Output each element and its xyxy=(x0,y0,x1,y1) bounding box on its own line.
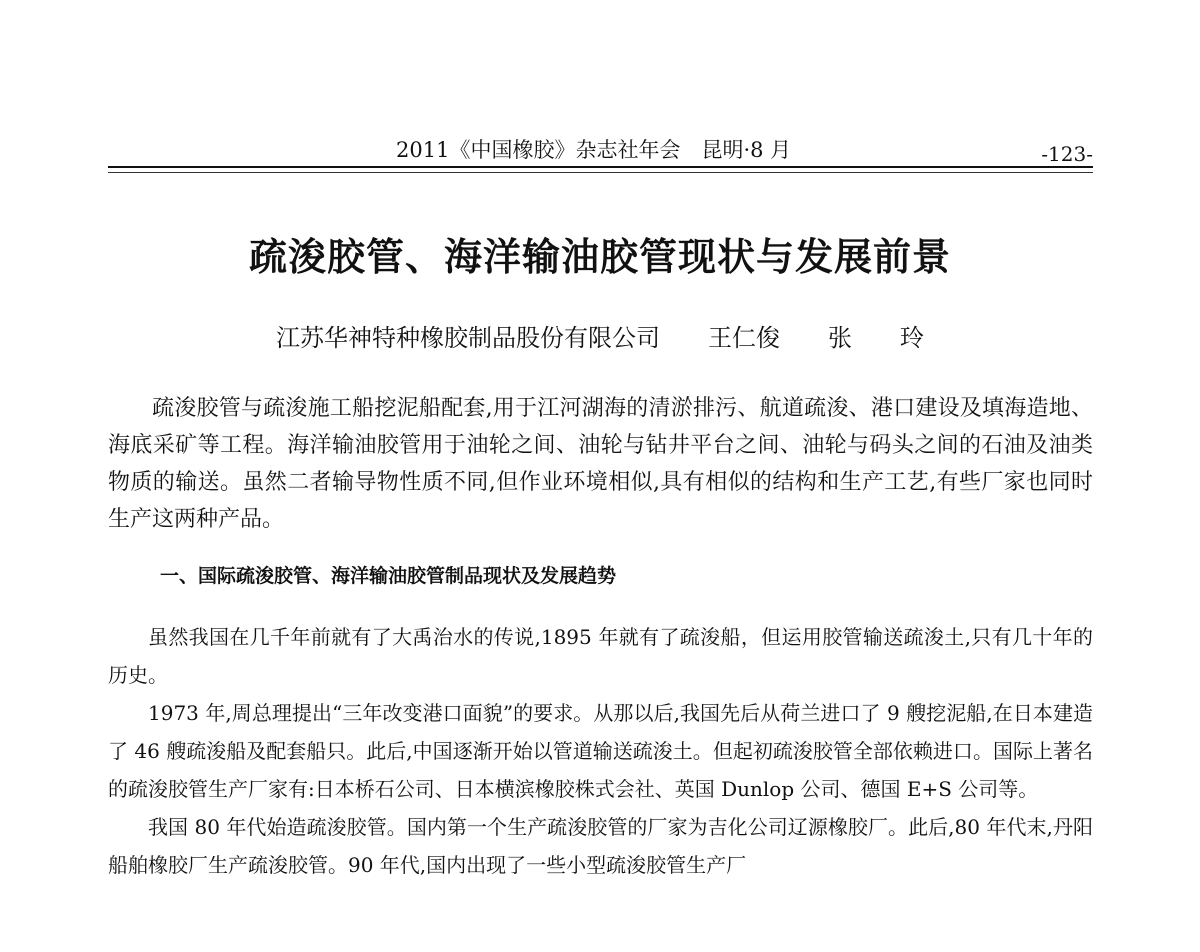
body-paragraph: 我国 80 年代始造疏浚胶管。国内第一个生产疏浚胶管的厂家为吉化公司辽源橡胶厂。此后,80 年代末,丹阳船舶橡胶厂生产疏浚胶管。90 年代,国内出现了一些小型疏浚胶管生产厂 xyxy=(108,815,1093,877)
article-body xyxy=(108,390,1093,884)
header-rule-thin xyxy=(108,172,1093,173)
body-paragraph: 1973 年,周总理提出“三年改变港口面貌”的要求。从那以后,我国先后从荷兰进口了 9 艘挖泥船,在日本建造了 46 艘疏浚船及配套船只。此后,中国逐渐开始以管道输送疏浚土。但起初疏浚胶管全部依赖进口。国际上著名的疏浚胶管生产厂家有:日本桥石公司、日本横滨橡胶株式会社、英国 Dunlop 公司、德国 E+S 公司等。 xyxy=(108,701,1093,801)
author-line: 江苏华神特种橡胶制品股份有限公司 王仁俊 张 玲 xyxy=(276,324,924,352)
page-number: -123- xyxy=(1041,142,1093,166)
header-rule-thick xyxy=(108,166,1093,168)
abstract-paragraph: 疏浚胶管与疏浚施工船挖泥船配套,用于江河湖海的清淤排污、航道疏浚、港口建设及填海造地、海底采矿等工程。海洋输油胶管用于油轮之间、油轮与钻井平台之间、油轮与码头之间的石油及油类物质的输送。虽然二者输导物性质不同,但作业环境相似,具有相似的结构和生产工艺,有些厂家也同时生产这两种产品。 xyxy=(108,396,1093,532)
section-heading: 一、国际疏浚胶管、海洋输油胶管制品现状及发展趋势 xyxy=(160,565,617,587)
body-paragraph: 虽然我国在几千年前就有了大禹治水的传说,1895 年就有了疏浚船，但运用胶管输送疏浚土,只有几十年的历史。 xyxy=(108,625,1093,687)
running-header xyxy=(108,132,1093,166)
header-text: 2011《中国橡胶》杂志社年会 昆明·8 月 xyxy=(396,138,792,162)
article-title: 疏浚胶管、海洋输油胶管现状与发展前景 xyxy=(248,235,951,279)
